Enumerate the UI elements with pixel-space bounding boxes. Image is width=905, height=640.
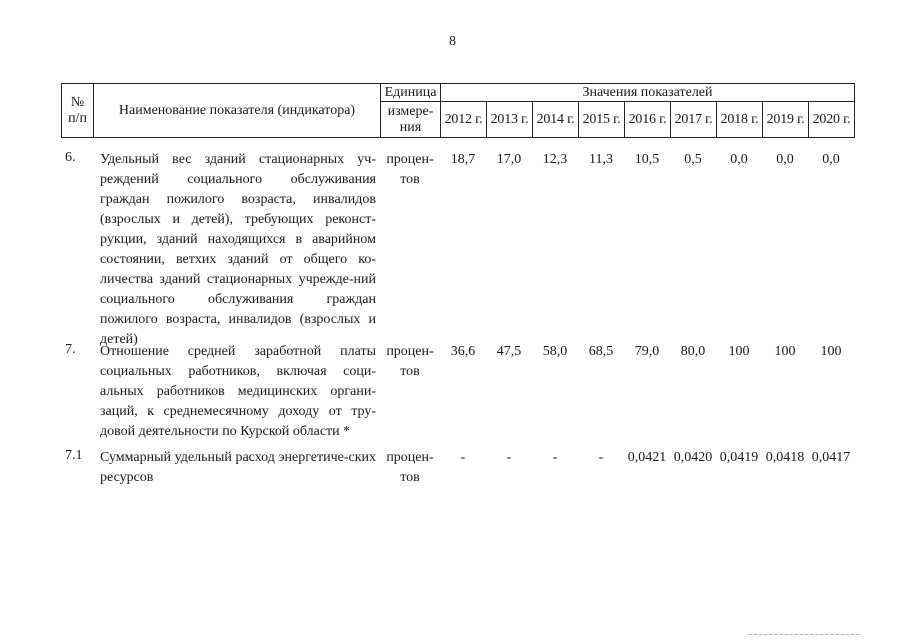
page-number: 8 xyxy=(449,34,456,49)
value-cell: 18,7 xyxy=(450,152,476,167)
value-cell: 36,6 xyxy=(450,344,476,359)
header-year: 2012 г. xyxy=(441,102,487,138)
value-cell: 17,0 xyxy=(496,152,522,167)
header-year: 2015 г. xyxy=(579,102,625,138)
row-number: 7. xyxy=(65,342,76,357)
header-year: 2016 г. xyxy=(625,102,671,138)
value-cell: 58,0 xyxy=(542,344,568,359)
value-cell: 0,0 xyxy=(822,152,840,167)
indicator-name: Суммарный удельный расход энергетиче-ских ресурсов xyxy=(100,450,376,485)
header-unit-top: Единица xyxy=(381,84,441,102)
unit-cell: процен- тов xyxy=(386,152,434,187)
value-cell: 100 xyxy=(774,344,796,359)
value-cell: 10,5 xyxy=(634,152,660,167)
value-cell: 100 xyxy=(728,344,750,359)
value-cell: 68,5 xyxy=(588,344,614,359)
header-unit-bottom: измере- ния xyxy=(381,102,441,138)
indicator-name: Отношение средней заработной платы социальных работников, включая соци-альных работников медицинских органи-заций, к среднемесячному доходу от тру-довой деятельности по Курской области * xyxy=(100,344,376,439)
value-cell: 0,0417 xyxy=(811,450,851,465)
value-cell: - xyxy=(552,450,558,465)
value-cell: 0,0420 xyxy=(673,450,713,465)
value-cell: - xyxy=(598,450,604,465)
header-year: 2020 г. xyxy=(809,102,855,138)
value-cell: 0,0418 xyxy=(765,450,805,465)
indicator-table-header xyxy=(61,83,855,138)
header-name: Наименование показателя (индикатора) xyxy=(94,84,381,138)
value-cell: 100 xyxy=(820,344,842,359)
indicator-name: Удельный вес зданий стационарных уч-реждений социального обслуживания граждан пожилого возраста, инвалидов (взрослых и детей), требующих реконст-рукции, зданий находящихся в аварийном состоянии, ветхих зданий от общего ко-личества зданий стационарных учрежде-ний социального обслуживания граждан пожилого возраста, инвалидов (взрослых и детей) xyxy=(100,152,376,347)
header-year: 2019 г. xyxy=(763,102,809,138)
unit-cell: процен- тов xyxy=(386,344,434,379)
header-values: Значения показателей xyxy=(441,84,855,102)
value-cell: 12,3 xyxy=(542,152,568,167)
page-bottom-rule xyxy=(749,634,859,635)
row-number: 6. xyxy=(65,150,76,165)
value-cell: 47,5 xyxy=(496,344,522,359)
header-year: 2013 г. xyxy=(487,102,533,138)
header-year: 2017 г. xyxy=(671,102,717,138)
value-cell: 79,0 xyxy=(634,344,660,359)
header-num: № п/п xyxy=(62,84,94,138)
header-year: 2018 г. xyxy=(717,102,763,138)
value-cell: 0,0 xyxy=(730,152,748,167)
value-cell: 11,3 xyxy=(589,152,613,167)
value-cell: - xyxy=(506,450,512,465)
value-cell: - xyxy=(460,450,466,465)
value-cell: 0,0421 xyxy=(627,450,667,465)
header-year: 2014 г. xyxy=(533,102,579,138)
row-number: 7.1 xyxy=(65,448,83,463)
value-cell: 0,0 xyxy=(776,152,794,167)
unit-cell: процен- тов xyxy=(386,450,434,485)
value-cell: 0,0419 xyxy=(719,450,759,465)
value-cell: 0,5 xyxy=(684,152,702,167)
value-cell: 80,0 xyxy=(680,344,706,359)
